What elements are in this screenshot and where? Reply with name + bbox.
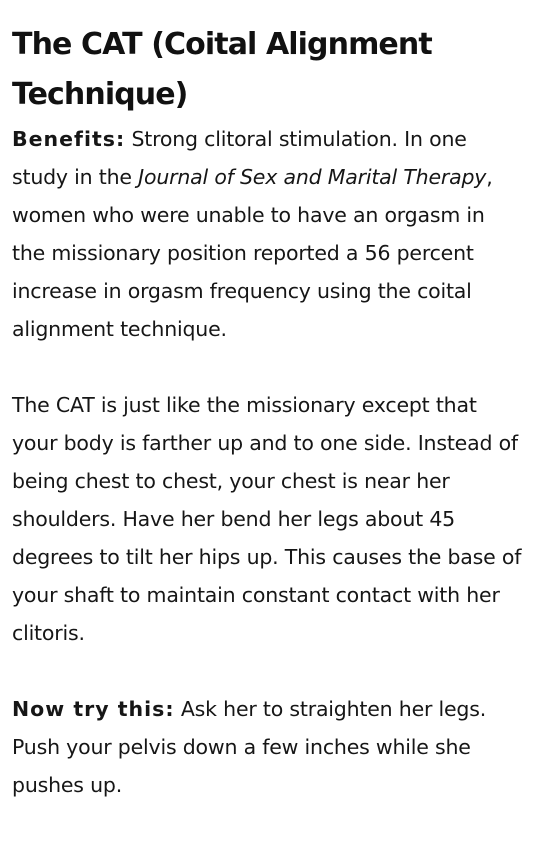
- try-this-text: Ask her to straighten her legs. Push your pelvis down a few inches while she pushes up.: [12, 697, 487, 797]
- benefits-label: Benefits:: [12, 127, 126, 151]
- journal-name: Journal of Sex and Marital Therapy: [138, 165, 487, 189]
- try-this-paragraph: [12, 690, 524, 804]
- benefits-text-1: Strong clitoral stimulation. In one study in the: [12, 127, 467, 189]
- benefits-text-2: , women who were unable to have an orgasm in the missionary position reported a 56 percent increase in orgasm frequency using the coital alignment technique.: [12, 165, 493, 341]
- try-this-label: Now try this:: [12, 697, 175, 721]
- benefits-paragraph: [12, 120, 524, 348]
- article: [12, 20, 524, 804]
- description-paragraph: The CAT is just like the missionary except that your body is farther up and to one side. Instead of being chest to chest, your chest is near her shoulders. Have her bend her legs about 45 degrees to tilt her hips up. This causes the base of your shaft to maintain constant contact with her clitoris.: [12, 393, 522, 645]
- article-title: The CAT (Coital Alignment Technique): [12, 27, 432, 112]
